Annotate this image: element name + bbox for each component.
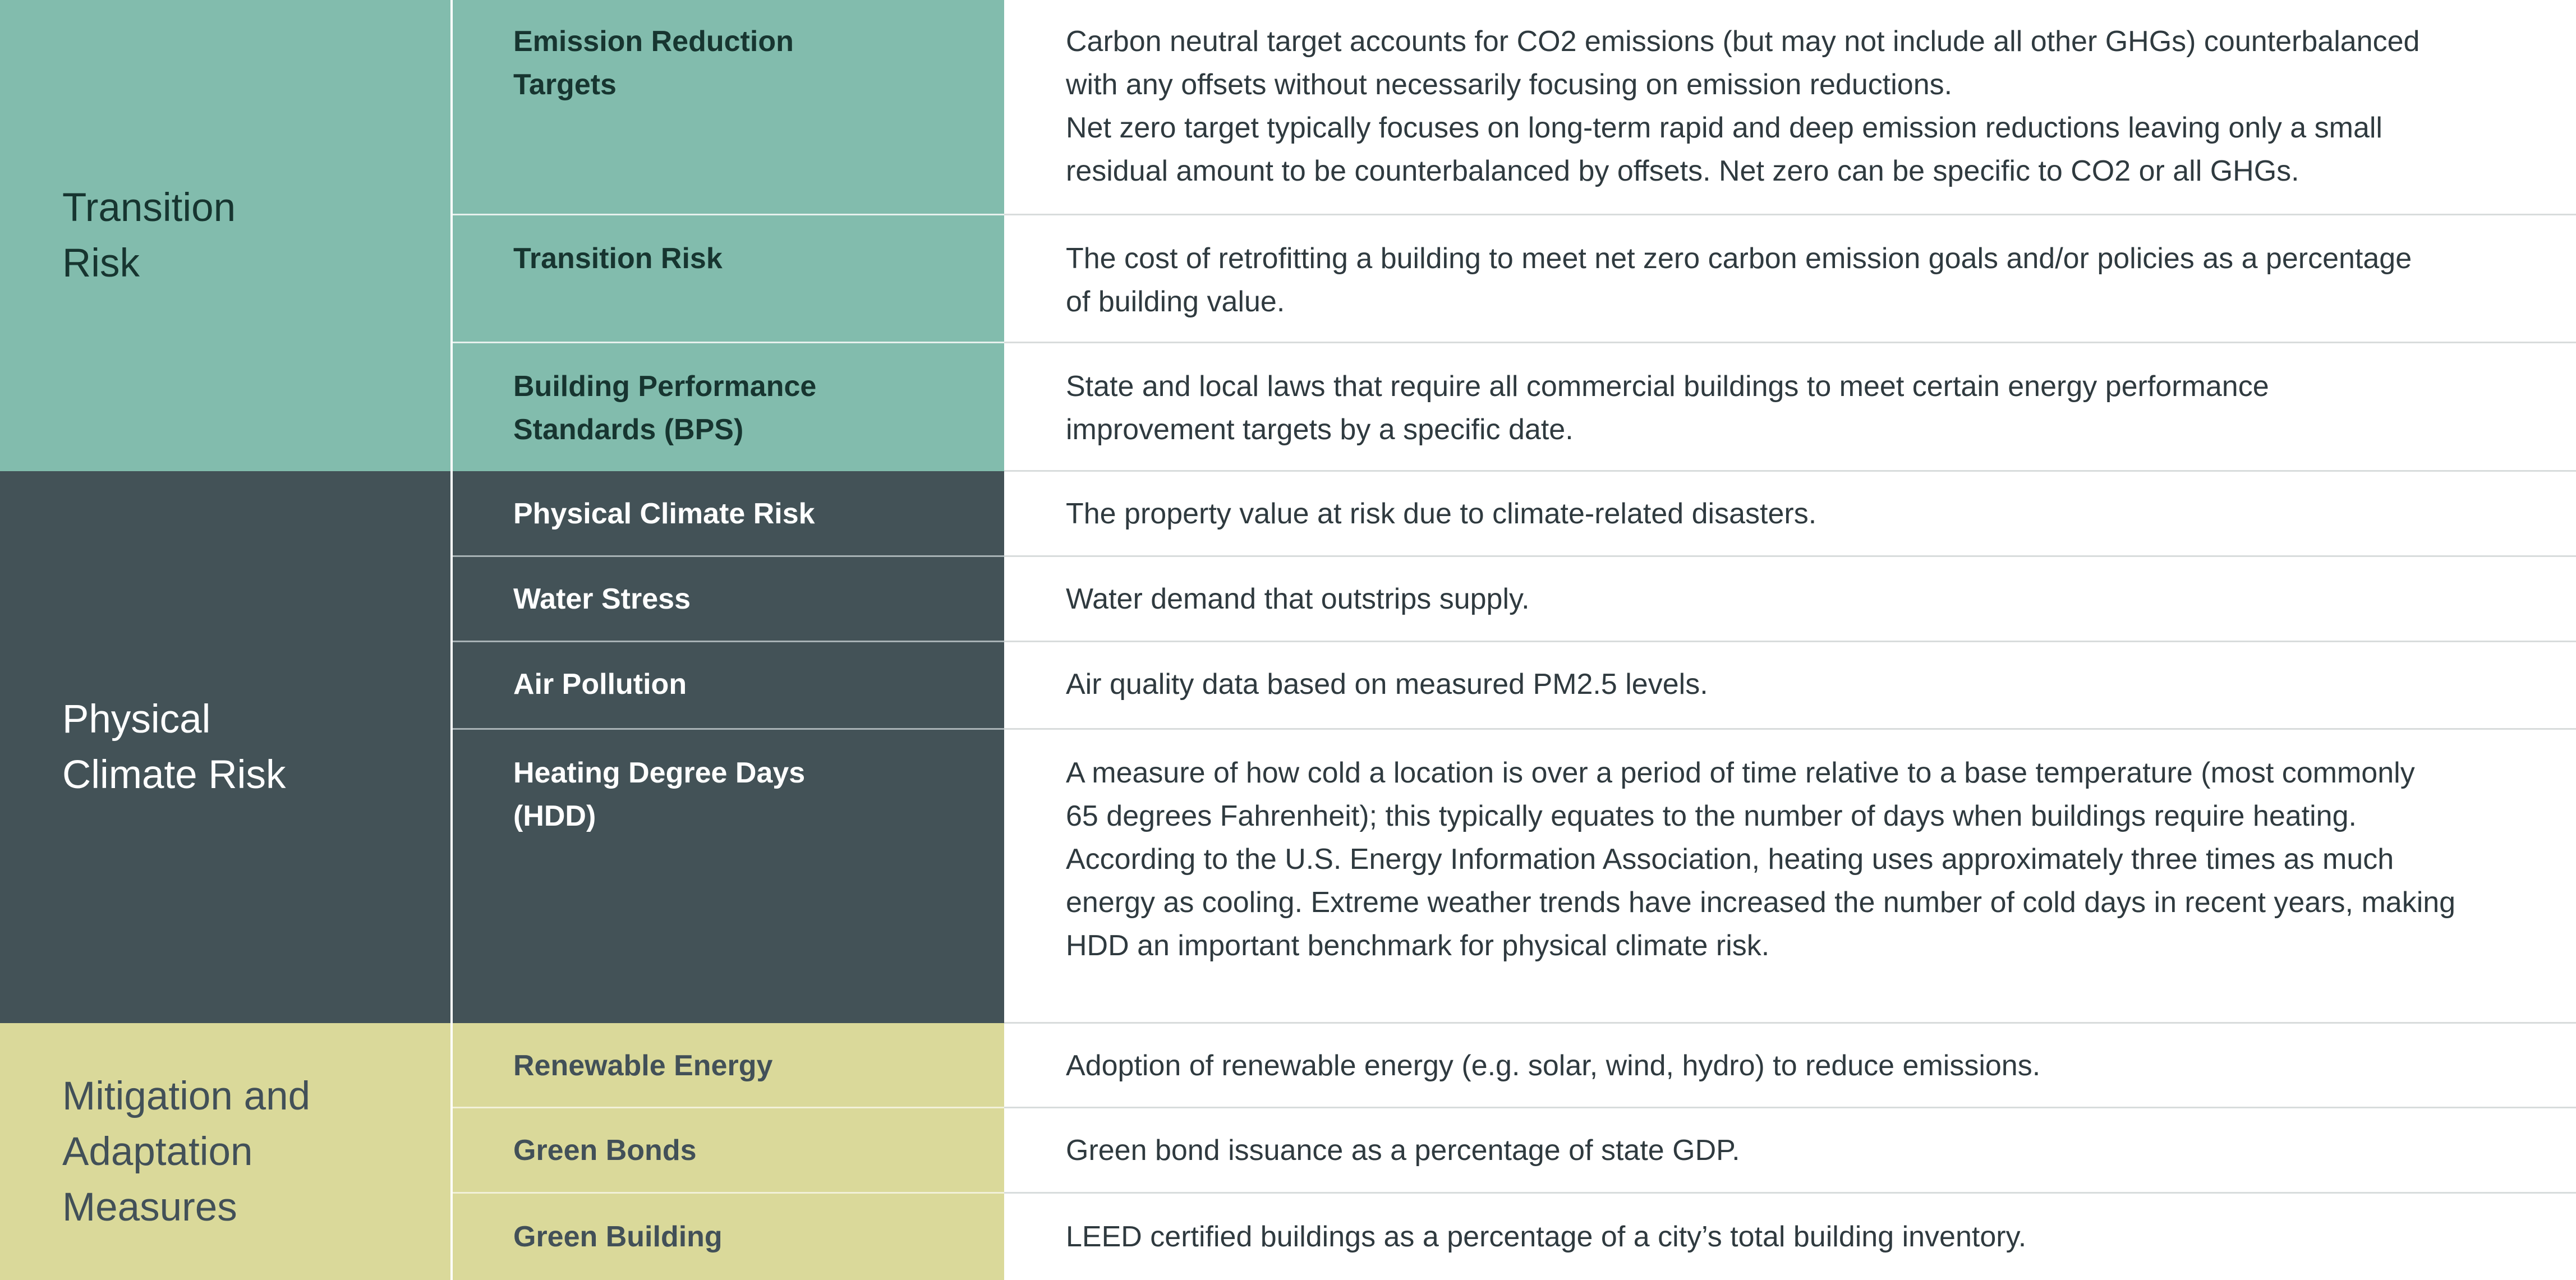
term-cell-transition-risk (453, 215, 1004, 343)
row-divider (453, 342, 1004, 343)
row-divider (453, 728, 1004, 730)
term-cell-emission-reduction-targets (453, 0, 1004, 215)
category-transition-risk (0, 0, 450, 471)
description-cell-physical-climate-risk (1004, 471, 2576, 556)
description-text: Air quality data based on measured PM2.5 levels. (1066, 668, 1708, 701)
row-divider (453, 641, 1004, 642)
description-cell-green-building (1004, 1193, 2576, 1280)
row-divider (1004, 641, 2576, 642)
term-cell-heating-degree-days (453, 729, 1004, 1023)
term-label: Emission Reduction Targets (513, 25, 794, 101)
term-cell-green-building (453, 1193, 1004, 1280)
term-label: Air Pollution (513, 668, 687, 701)
description-text: LEED certified buildings as a percentage of a city’s total building inventory. (1066, 1221, 2027, 1253)
description-text: Adoption of renewable energy (e.g. solar, wind, hydro) to reduce emissions. (1066, 1049, 2041, 1082)
term-label: Transition Risk (513, 242, 723, 275)
row-divider (1004, 555, 2576, 557)
row-divider (1004, 470, 2576, 472)
term-label: Green Bonds (513, 1134, 697, 1167)
description-text: Green bond issuance as a percentage of state GDP. (1066, 1134, 1740, 1167)
category-mitigation-adaptation (0, 1023, 450, 1280)
description-cell-green-bonds (1004, 1108, 2576, 1193)
description-text: Carbon neutral target accounts for CO2 emissions (but may not include all other GHGs) counterbalanced with any offsets without necessarily focusing on emission reductions. Net zero target typically focuses on long-term rapid and deep emission reductions leaving only a small residual amount to be counterbalanced by offsets. Net zero can be specific to CO2 or all GHGs. (1066, 25, 2420, 187)
term-cell-air-pollution (453, 642, 1004, 729)
row-divider (453, 1192, 1004, 1194)
term-label: Renewable Energy (513, 1049, 773, 1082)
description-cell-transition-risk (1004, 215, 2576, 343)
row-divider (1004, 1192, 2576, 1194)
row-divider (453, 1107, 1004, 1108)
description-cell-air-pollution (1004, 642, 2576, 729)
row-divider (1004, 1022, 2576, 1024)
description-text: Water demand that outstrips supply. (1066, 583, 1530, 615)
row-divider (1004, 214, 2576, 215)
category-label: Mitigation and Adaptation Measures (62, 1074, 311, 1230)
row-divider (453, 555, 1004, 557)
description-text: The property value at risk due to climate-related disasters. (1066, 498, 1817, 530)
term-cell-green-bonds (453, 1108, 1004, 1193)
term-cell-renewable-energy (453, 1023, 1004, 1108)
column-divider (450, 0, 453, 1280)
term-label: Green Building (513, 1221, 723, 1253)
term-cell-physical-climate-risk (453, 471, 1004, 556)
term-label: Water Stress (513, 583, 691, 615)
description-text: State and local laws that require all commercial buildings to meet certain energy performance improvement targets by a specific date. (1066, 370, 2269, 446)
description-text: A measure of how cold a location is over a period of time relative to a base temperature (most commonly 65 degrees Fahrenheit); this typically equates to the number of days when buildings require heating. According to the U.S. Energy Information Association, heating uses approximately three times as much energy as cooling. Extreme weather trends have increased the number of cold days in recent years, making HDD an important benchmark for physical climate risk. (1066, 757, 2456, 962)
description-cell-water-stress (1004, 556, 2576, 642)
description-text: The cost of retrofitting a building to meet net zero carbon emission goals and/or policies as a percentage of building value. (1066, 242, 2412, 318)
row-divider (1004, 1107, 2576, 1108)
term-label: Heating Degree Days (HDD) (513, 757, 806, 832)
term-label: Physical Climate Risk (513, 498, 815, 530)
category-label: Transition Risk (62, 186, 236, 286)
row-divider (1004, 342, 2576, 343)
term-cell-building-performance-standards (453, 343, 1004, 471)
category-label: Physical Climate Risk (62, 697, 286, 797)
description-cell-emission-reduction-targets (1004, 0, 2576, 215)
row-divider (453, 214, 1004, 215)
category-physical-climate-risk (0, 471, 450, 1023)
description-cell-heating-degree-days (1004, 729, 2576, 1023)
term-cell-water-stress (453, 556, 1004, 642)
description-cell-building-performance-standards (1004, 343, 2576, 471)
row-divider (1004, 728, 2576, 730)
term-label: Building Performance Standards (BPS) (513, 370, 817, 446)
description-cell-renewable-energy (1004, 1023, 2576, 1108)
